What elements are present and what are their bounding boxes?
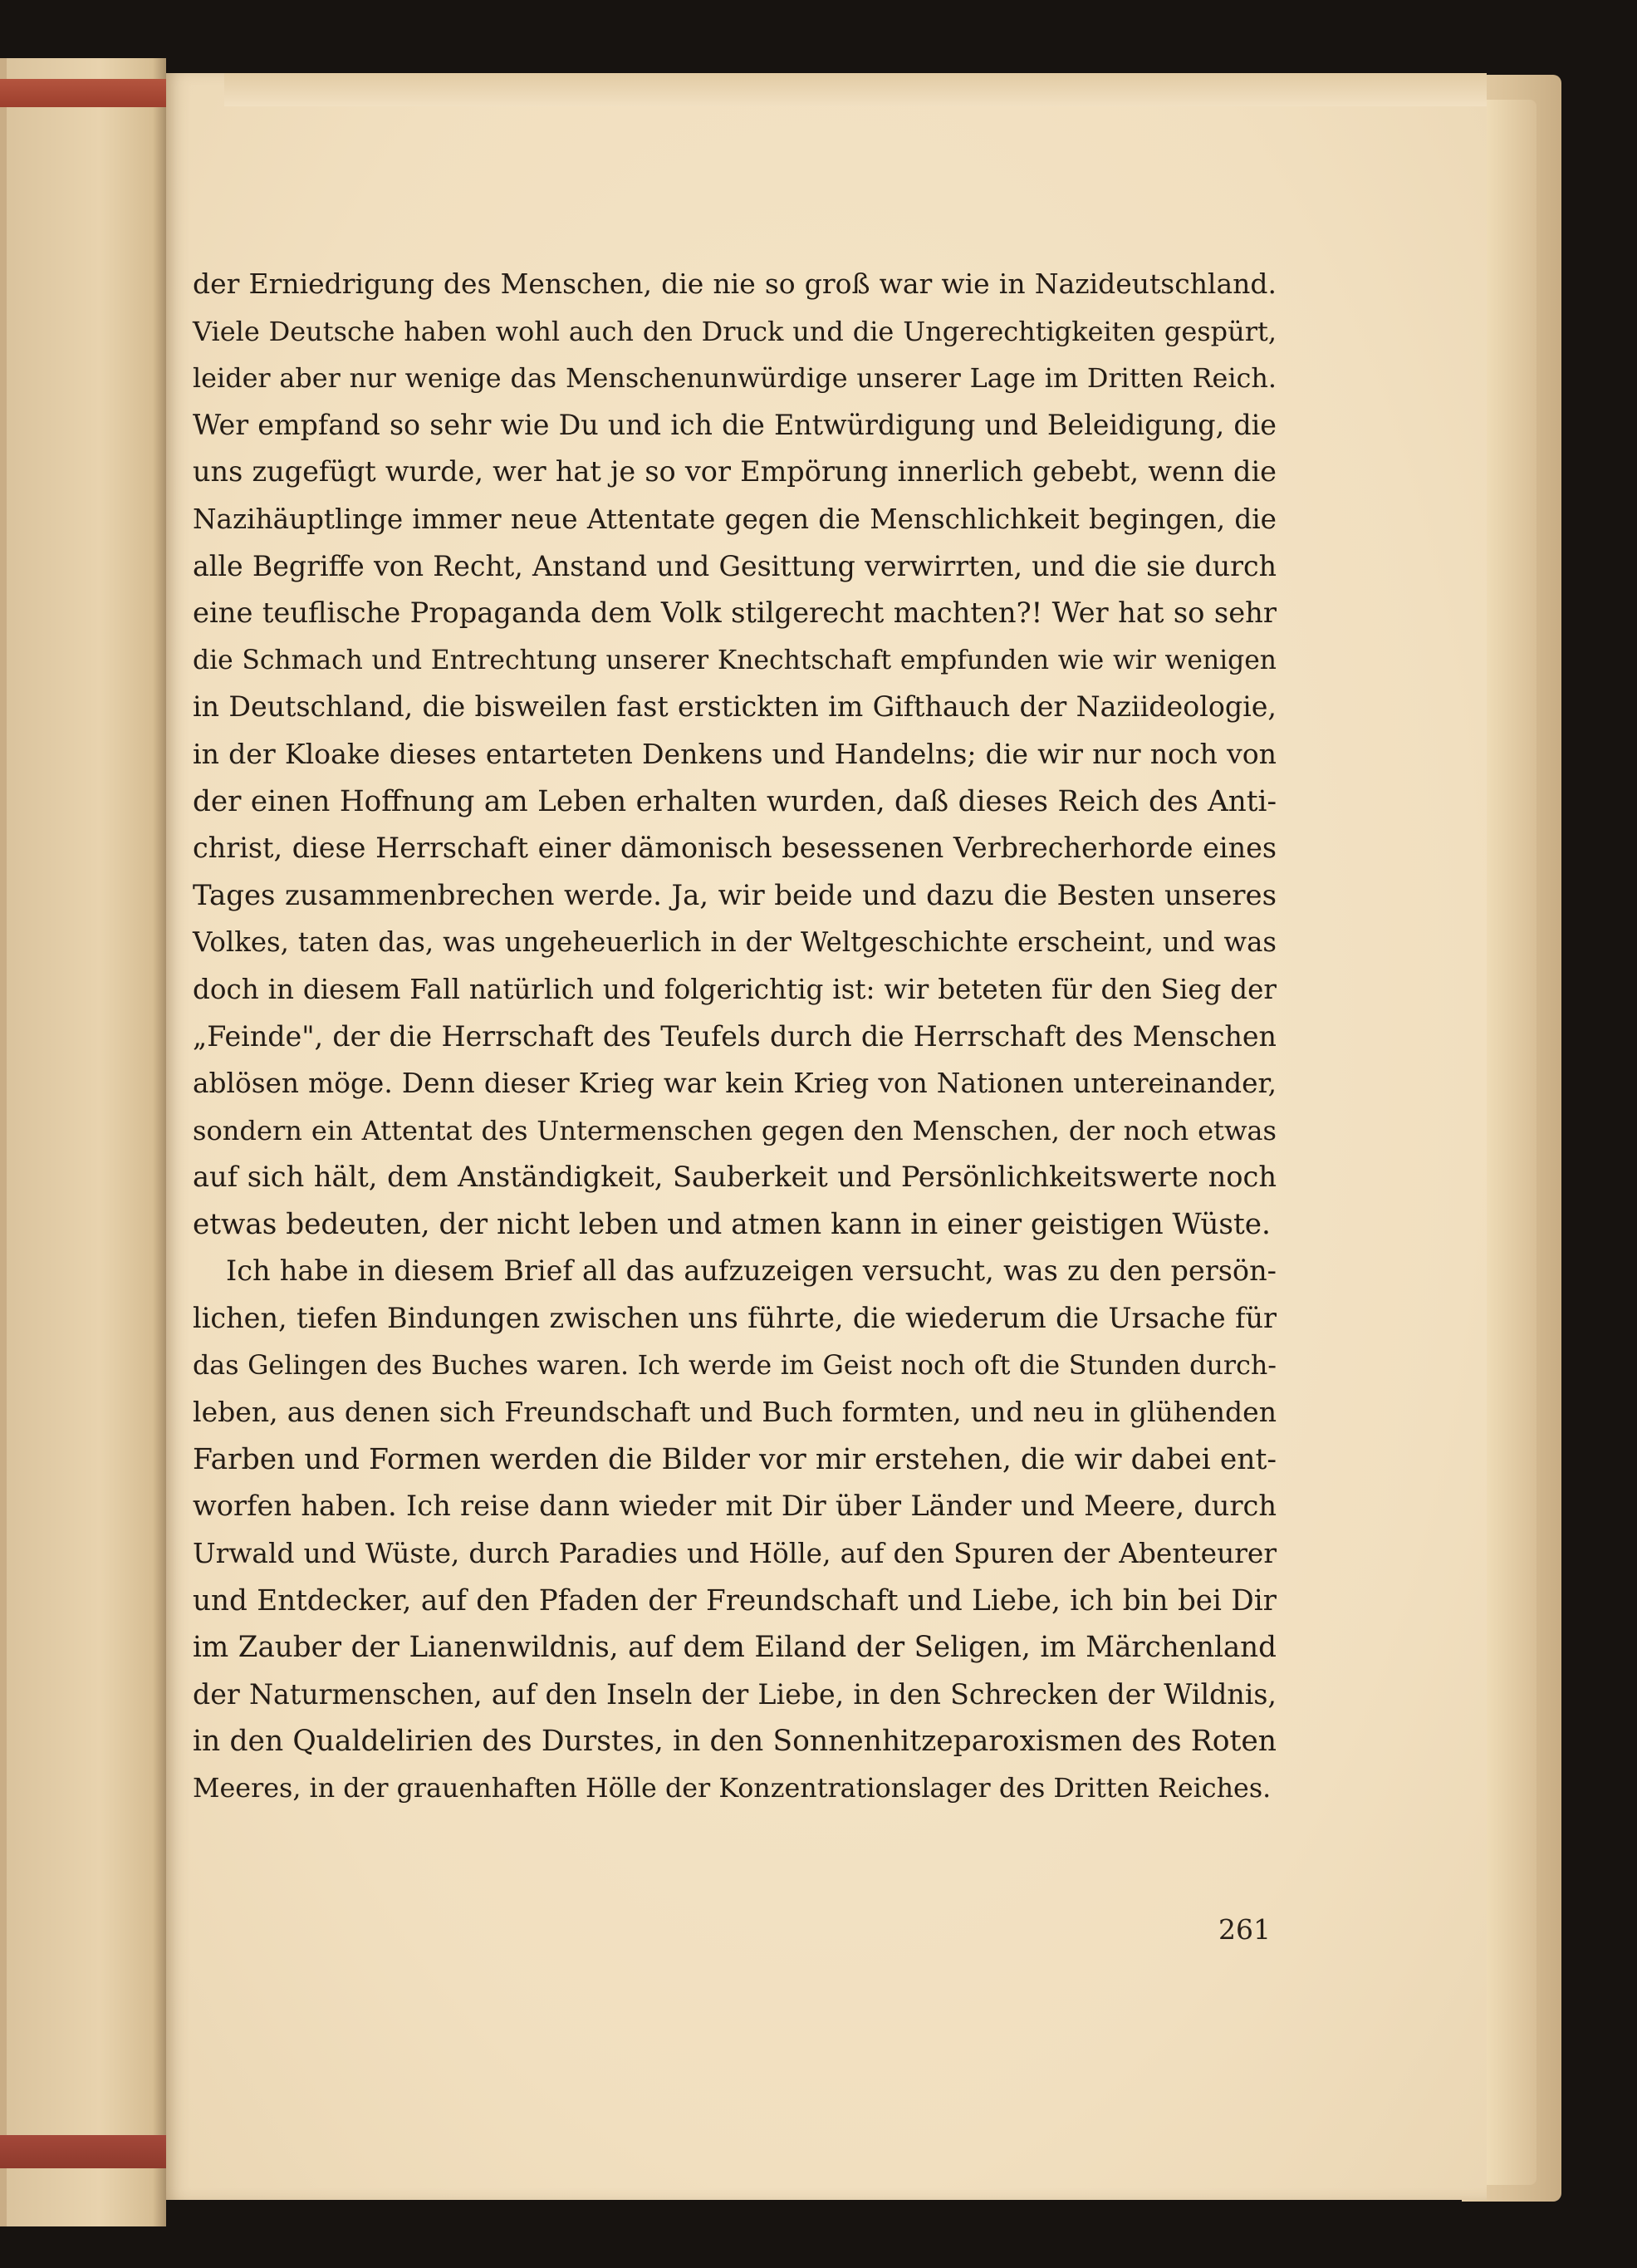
text-line: eine teuflische Propaganda dem Volk stilgerecht machten?! Wer hat so sehr	[193, 596, 1277, 630]
page-top-shadow	[224, 73, 1487, 106]
text-line: der Erniedrigung des Menschen, die nie so groß war wie in Nazideutschland.	[193, 268, 1277, 300]
text-line: Urwald und Wüste, durch Paradies und Hölle, auf den Spuren der Abenteurer	[193, 1538, 1277, 1570]
text-line: leider aber nur wenige das Menschenunwürdige unserer Lage im Dritten Reich.	[193, 362, 1277, 395]
text-line: lichen, tiefen Bindungen zwischen uns führte, die wiederum die Ursache für	[193, 1302, 1277, 1335]
text-line: das Gelingen des Buches waren. Ich werde im Geist noch oft die Stunden durch-	[193, 1350, 1277, 1381]
text-line: in der Kloake dieses entarteten Denkens und Handelns; die wir nur noch von	[193, 737, 1277, 770]
text-line: Volkes, taten das, was ungeheuerlich in der Weltgeschichte erscheint, und was	[193, 926, 1277, 959]
text-line: Viele Deutsche haben wohl auch den Druck und die Ungerechtigkeiten gespürt,	[193, 315, 1277, 347]
text-line: „Feinde", der die Herrschaft des Teufels durch die Herrschaft des Menschen	[193, 1019, 1277, 1053]
text-line: uns zugefügt wurde, wer hat je so vor Empörung innerlich gebebt, wenn die	[193, 455, 1277, 488]
text-line: in den Qualdelirien des Durstes, in den Sonnenhitzeparoxismen des Roten	[193, 1725, 1277, 1759]
text-line: die Schmach und Entrechtung unserer Knechtschaft empfunden wie wir wenigen	[193, 645, 1277, 675]
page-stack-edge	[1487, 100, 1537, 2185]
text-line: doch in diesem Fall natürlich und folgerichtig ist: wir beteten für den Sieg der	[193, 973, 1277, 1005]
text-line: alle Begriffe von Recht, Anstand und Gesittung verwirrten, und die sie durch	[193, 549, 1277, 582]
text-line: Farben und Formen werden die Bilder vor mir erstehen, die wir dabei ent-	[193, 1442, 1277, 1476]
text-line: sondern ein Attentat des Untermenschen gegen den Menschen, der noch etwas	[193, 1114, 1277, 1146]
text-line: Tages zusammenbrechen werde. Ja, wir beide und dazu die Besten unseres	[193, 878, 1277, 912]
text-line: und Entdecker, auf den Pfaden der Freundschaft und Liebe, ich bin bei Dir	[193, 1583, 1277, 1618]
text-line: Meeres, in der grauenhaften Hölle der Konzentrationslager des Dritten Reiches.	[193, 1774, 1272, 1804]
text-line: etwas bedeuten, der nicht leben und atmen kann in einer geistigen Wüste.	[193, 1207, 1271, 1241]
body-text	[193, 261, 1277, 1813]
text-line: Wer empfand so sehr wie Du und ich die Entwürdigung und Beleidigung, die	[193, 408, 1277, 441]
text-line: ablösen möge. Denn dieser Krieg war kein Krieg von Nationen untereinander,	[193, 1068, 1277, 1100]
text-line: Nazihäuptlinge immer neue Attentate gegen die Menschlichkeit begingen, die	[193, 503, 1277, 535]
text-line: der Naturmenschen, auf den Inseln der Liebe, in den Schrecken der Wildnis,	[193, 1677, 1277, 1711]
left-page-edge	[0, 58, 7, 2226]
text-line: christ, diese Herrschaft einer dämonisch besessenen Verbrecherhorde eines	[193, 832, 1277, 865]
text-line: worfen haben. Ich reise dann wieder mit Dir über Länder und Meere, durch	[193, 1490, 1277, 1523]
book-page	[166, 73, 1487, 2200]
text-line: Ich habe in diesem Brief all das aufzuzeigen versucht, was zu den persön-	[226, 1254, 1277, 1288]
text-line: der einen Hoffnung am Leben erhalten wurden, daß dieses Reich des Anti-	[193, 784, 1277, 818]
left-facing-page	[0, 58, 166, 2226]
text-line: leben, aus denen sich Freundschaft und Buch formten, und neu in glühenden	[193, 1396, 1277, 1429]
text-line: im Zauber der Lianenwildnis, auf dem Eiland der Seligen, im Märchenland	[193, 1631, 1277, 1665]
text-line: auf sich hält, dem Anständigkeit, Sauberkeit und Persönlichkeitswerte noch	[193, 1161, 1277, 1194]
text-line: in Deutschland, die bisweilen fast erstickten im Gifthauch der Naziideologie,	[193, 690, 1277, 724]
page-number: 261	[1218, 1913, 1271, 1946]
